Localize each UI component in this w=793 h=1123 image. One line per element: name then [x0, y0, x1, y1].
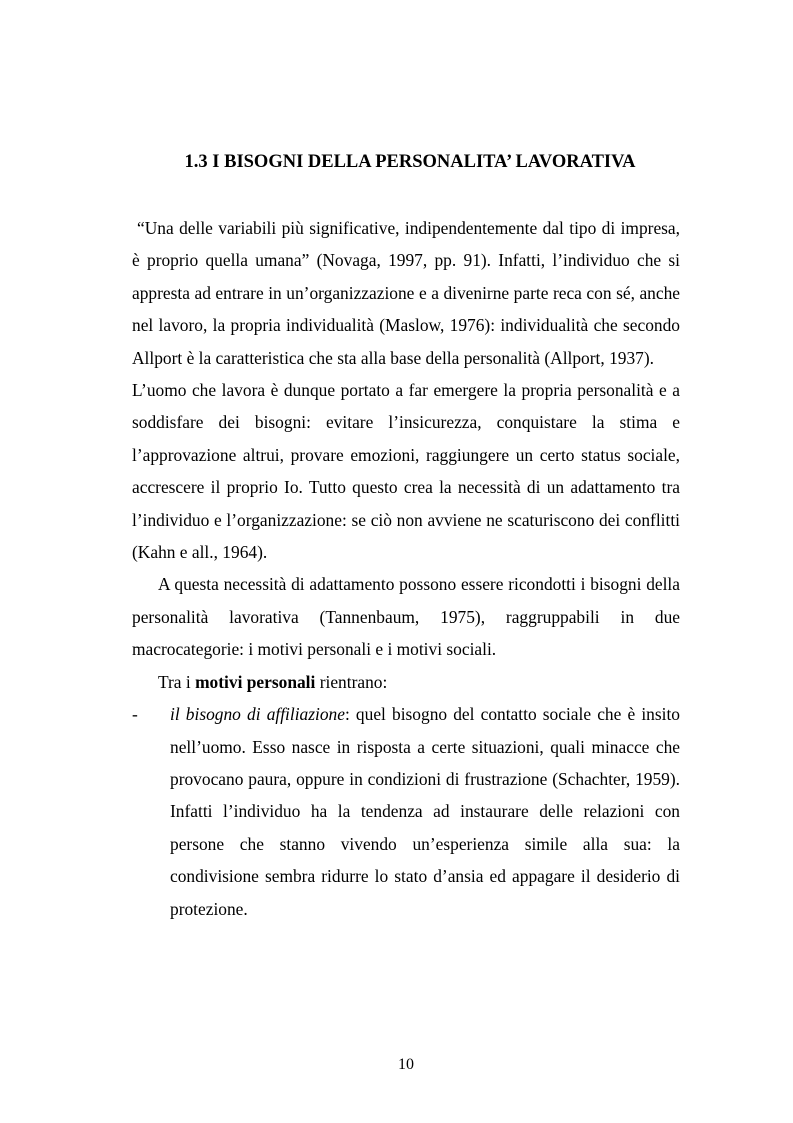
paragraph-personal-motives-intro: [132, 666, 680, 698]
affiliation-term: il bisogno di affiliazione: [170, 704, 345, 725]
bullet-dash: -: [132, 704, 138, 725]
paragraph-needs: L’uomo che lavora è dunque portato a far emergere la propria personalità e a soddisfare dei bisogni: evitare l’insicurezza, conquistare la stima e l’approvazione altrui, provare emozioni, raggiungere un certo status sociale, accrescere il proprio Io. Tutto questo crea la necessità di un adattamento tra l’individuo e l’organizzazione: se ciò non avviene ne scaturiscono dei conflitti (Kahn e all., 1964).: [132, 380, 680, 563]
list-item-affiliation: [132, 698, 680, 925]
paragraph-quote-novaga: “Una delle variabili più significative, indipendentemente dal tipo di impresa, è proprio quella umana” (Novaga, 1997, pp. 91). Infatti, l’individuo che si appresta ad entrare in un’organizzazione e a divenirne parte reca con sé, anche nel lavoro, la propria individualità (Maslow, 1976): individualità che secondo Allport è la caratteristica che sta alla base della personalità (Allport, 1937).: [132, 218, 680, 368]
section-heading: 1.3 I BISOGNI DELLA PERSONALITA’ LAVORATIVA: [184, 152, 636, 172]
page-number: 10: [398, 1056, 414, 1073]
intro-text: Tra i: [158, 671, 196, 692]
body-text: [132, 212, 680, 925]
personal-motives-term: motivi personali: [195, 671, 316, 692]
affiliation-description: : quel bisogno del contatto sociale che è insito nell’uomo. Esso nasce in risposta a certe situazioni, quali minacce che provocano paura, oppure in condizioni di frustrazione (Schachter, 1959). Infatti l’individuo ha la tendenza ad instaurare delle relazioni con persone che stanno vivendo un’esperienza simile alla sua: la condivisione sembra ridurre lo stato d’ansia ed appagare il desiderio di protezione.: [170, 704, 680, 919]
intro-text-end: rientrano:: [315, 671, 388, 692]
paragraph-adaptation: A questa necessità di adattamento possono essere ricondotti i bisogni della personalità lavorativa (Tannenbaum, 1975), raggruppabili in due macrocategorie: i motivi personali e i motivi sociali.: [132, 574, 680, 660]
